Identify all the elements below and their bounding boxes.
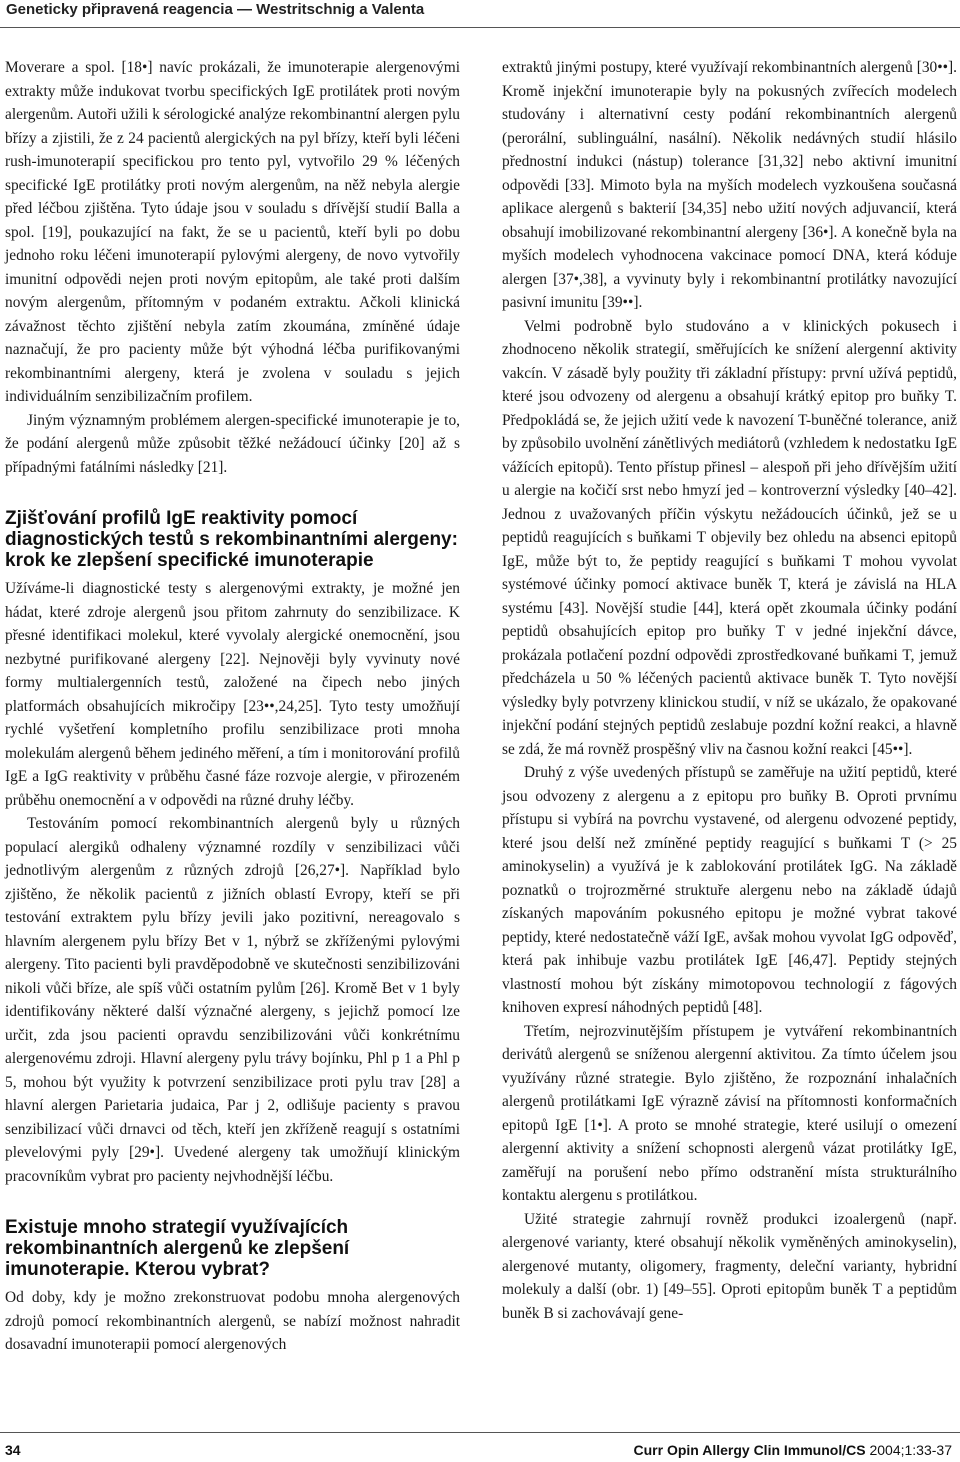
paragraph: Užíváme-li diagnostické testy s alergenovými extrakty, je možné jen hádat, které zdroje alergenů jsou přitom zahrnuty do senzibilizace. K přesné identifikaci molekul, které vyvolaly alergické onemocnění, jsou nezbytné purifikované alergeny [22]. Nejnověji byly vyvinuty nové formy multialergenních testů, založené na čipech nebo jiných platformách obsahujících mikročipy [23••,24,25]. Tyto testy umožňují rychlé vyšetření kompletního profilu senzibilizace proti mnoha molekulám alergenů během jediného měření, a tím i monitorování profilů IgE a IgG reaktivity v průběhu časné fáze rozvoje alergie, v přirozeném průběhu onemocnění a v odpovědi na různé druhy léčby. bbox=[5, 580, 460, 809]
paragraph: Od doby, kdy je možno zrekonstruovat podobu mnoha alergenových zdrojů pomocí rekombinantních alergenů, se nabízí možnost nahradit dosavadní imunoterapii pomocí alergenových bbox=[5, 1289, 460, 1353]
paragraph: extraktů jinými postupy, které využívají rekombinantních alergenů [30••]. Kromě injekční imunoterapie byly na pokusných zvířecích modelech studovány i alternativní cesty podání rekombinantních alergenů (perorální, sublinguální, nasální). Několik nedávných studií hlásilo přednostní indukci (nástup) tolerance [31,32] nebo aktivní imunitní odpovědi [33]. Mimoto byla na myších modelech vyzkoušena současná aplikace alergenů s bakterií [34,35] nebo užití nových adjuvancií, která obsahují imobilizované rekombinantní alergeny [36•]. A konečně byla na myších modelech vyhodnocena vakcinace pomocí DNA, která kóduje alergen [37•,38], a vyvinuty byly i rekombinantní protilátky navozující pasivní imunitu [39••]. bbox=[502, 59, 957, 311]
paragraph: Velmi podrobně bylo studováno a v klinických pokusech i zhodnoceno několik strategií, směřujících ke snížení alergenní aktivity vakcín. V zásadě byly použity tři základní přístupy: první užívá peptidů, které jsou odvozeny od alergenu a obsahují krátký epitop pro buňky T. Předpokládá se, že jejich užití vede k navození T-buněčné tolerance, aniž by způsobilo uvolnění zánětlivých mediátorů (vzhledem k nedostatku IgE vážících epitopů). Tento přístup přinesl – alespoň při jeho dřívějším užití u alergie na kočičí srst nebo hmyzí jed – kontroverzní výsledky [40–42]. Jednou z uvažovaných příčin výskytu nežádoucích účinků, jež se u peptidů reagujících s buňkami T objevily bez ohledu na absenci epitopů IgE, může být to, že peptidy reagující s buňkami T mohou vyvolat systémové účinky pomocí aktivace buněk T, která je závislá na HLA systému [43]. Novější studie [44], která opět zkoumala účinky podání peptidů obsahujících epitop pro buňky T v jedné injekční dávce, prokázala potlačení pozdní odpovědi zprostředkované buňkami T, jemuž předcházela u 50 % léčených pacientů aktivace buněk T. Tyto novější výsledky byly potvrzeny klinickou studií, v níž se ukázalo, že opakované injekční podání stejných peptidů zeslabuje pozdní kožní reakci, a hlavně se zdá, že má rovněž prospěšný vliv na časnou kožní reakci [45••]. bbox=[502, 317, 957, 758]
journal-name: Curr Opin Allergy Clin Immunol/CS bbox=[633, 1442, 866, 1458]
left-column bbox=[5, 56, 460, 1357]
journal-citation bbox=[634, 1441, 952, 1461]
paragraph: Testováním pomocí rekombinantních alergenů byly u různých populací alergiků odhaleny významné rozdíly v senzibilizaci vůči jednotlivým alergenům z různých zdrojů [26,27•]. Například bylo zjištěno, že několik pacientů z jižních oblastí Evropy, kteří se při testování extraktem pylu břízy jevili jako pozitivní, nereagovalo s hlavním alergenem pylu břízy Bet v 1, nýbrž se zkříženými pylovými alergeny. Tito pacienti byli pravděpodobně ve skutečnosti senzibilizováni nikoli vůči bříze, ale spíš vůči ostatním pylům [26]. Kromě Bet v 1 byly identifikovány některé další význačné alergeny, s jejichž pomocí lze určit, zda jsou pacienti opravdu senzibilizováni vůči konkrétnímu alergenovému zdroji. Hlavní alergeny pylu trávy bojínku, Phl p 1 a Phl p 5, mohou být využity k potvrzení senzibilizace proti pylu trav [28] a hlavní alergen Parietaria judaica, Par j 2, odlišuje pacienty s pravou senzibilizací vůči drnavci od těch, kteří jen zkříženě reagují s ostatními plevelovými pyly [29•]. Uvedené alergeny tak umožňují klinickým pracovníkům vybrat pro pacienty nejvhodnější léčbu. bbox=[5, 815, 460, 1185]
page-number: 34 bbox=[5, 1442, 21, 1458]
citation-info: 2004;1:33-37 bbox=[869, 1442, 952, 1458]
running-title: Geneticky připravená reagencia — Westritschnig a Valenta bbox=[6, 1, 425, 18]
paragraph: Užité strategie zahrnují rovněž produkci izoalergenů (např. alergenové varianty, které obsahují několik vyměněných aminokyselin), alergenové mutanty, oligomery, fragmenty, deleční varianty, hybridní molekuly a další (obr. 1) [49–55]. Oproti epitopům buněk T a peptidům buněk B si zachovávají gene- bbox=[502, 1210, 957, 1322]
paragraph: Jiným významným problémem alergen-specifické imunoterapie je to, že podání alergenů může způsobit těžké nežádoucí účinky [20] až s případnými fatálními následky [21]. bbox=[5, 411, 460, 476]
paragraph: Třetím, nejrozvinutějším přístupem je vytváření rekombinantních derivátů alergenů se sníženou alergenní aktivitou. Za tímto účelem jsou využívány různé strategie. Bylo zjištěno, že rozpoznání inhalačních alergenů protilátkami IgE výrazně závisí na přítomnosti konformačních epitopů IgE [1•]. A proto se mnohé strategie, které usilují o omezení alergenní aktivity a snížení schopnosti alergenů vázat protilátky IgE, zaměřují na porušení nebo přímo odstranění místa strukturálního kontaktu alergenu s protilátkou. bbox=[502, 1022, 957, 1204]
section-heading: Zjišťování profilů IgE reaktivity pomocí diagnostických testů s rekombinantními alergeny: krok ke zlepšení specifické imunoterapie bbox=[5, 508, 458, 571]
header-divider bbox=[0, 27, 960, 28]
footer-divider bbox=[0, 1432, 960, 1433]
running-header bbox=[6, 0, 956, 24]
right-column bbox=[502, 56, 957, 1325]
section-heading: Existuje mnoho strategií využívajících rekombinantních alergenů ke zlepšení imunoterapie. Kterou vybrat? bbox=[5, 1217, 350, 1280]
paragraph: Moverare a spol. [18•] navíc prokázali, že imunoterapie alergenovými extrakty může indukovat tvorbu specifických IgE protilátek proti novým alergenům. Autoři užili k sérologické analýze rekombinantní alergen pylu břízy a zjistili, že z 24 pacientů alergických na pyl břízy, kteří byli léčeni rush-imunoterapií specifickou pro tento pyl, vytvořilo 29 % léčených specifické IgE protilátky proti novým alergenům, na něž nebyla alergie před léčbou zjištěna. Tyto údaje jsou v souladu s dřívější studií Balla a spol. [19], poukazující na fakt, že se u pacientů, kteří byli po dobu jednoho roku léčeni imunoterapií pylovými alergeny, de novo vytvořily imunitní odpovědi nejen proti novým epitopům, ale také proti dalším novým alergenům, přítomným v podaném extraktu. Ačkoli klinická závažnost těchto zjištění nebyla zatím zkoumána, zmíněné údaje naznačují, že pro pacienty může být výhodná léčba purifikovanými rekombinantními alergeny, která je zvolena v souladu s jejich individuálním senzibilizačním profilem. bbox=[5, 59, 460, 405]
paragraph: Druhý z výše uvedených přístupů se zaměřuje na užití peptidů, které jsou odvozeny z alergenu a z epitopu pro buňky B. Oproti prvnímu přístupu si vybírá na povrchu vystavené, od alergenu odvozené peptidy, které jsou delší než zmíněné peptidy reagující s buňkami T (> 25 aminokyselin) a využívá je k zablokování protilátek IgG. Na základě poznatků o trojrozměrné struktuře alergenu nebo na základě údajů získaných mapováním pokusného epitopu je možné vybrat takové peptidy, které nedostatečně váží IgE, avšak mohou vyvolat IgG odpověď, která pak inhibuje vazbu protilátek IgE [46,47]. Peptidy stejných vlastností mohou být získány mimotopovou technologií z fágových knihoven expresí náhodných peptidů [48]. bbox=[502, 764, 957, 1016]
